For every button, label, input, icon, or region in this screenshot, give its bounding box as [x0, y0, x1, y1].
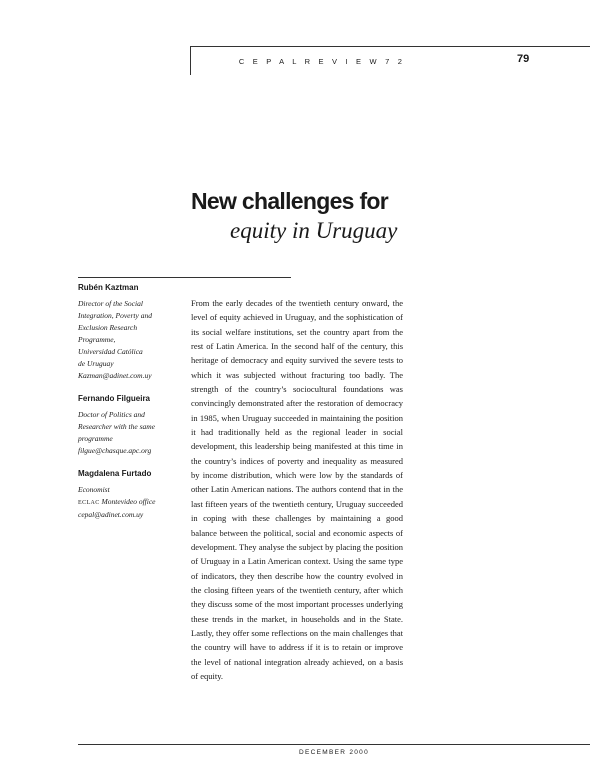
affiliation-line: Economist: [78, 485, 110, 494]
affiliation-line: Director of the Social: [78, 299, 143, 308]
abstract-text: From the early decades of the twentieth century onward, the level of equity achieved in Uruguay, and the sophistication of its social welfare institutions, set the country apart from the rest of Latin America. In the second half of the century, this heritage of democracy and equity survived the severe tests to which it was subjected without fracturing too badly. The strength of the country’s sociocultural foundations was convincingly demonstrated after the restoration of democracy in 1985, when Uruguay succeeded in maintaining the position it had traditionally held as the regional leader in social development, this leadership being manifested at this time in the country’s indices of poverty and inequality as measured by income distribution, which were low by the standards of other Latin American nations. The authors contend that in the last fifteen years of the twentieth century, Uruguay succeeded in coping with these challenges by maintaining a good balance between the political, social and economic aspects of development. They analyse the subject by placing the position of Uruguay in a Latin American context. Using the same type of indicators, they then describe how the country evolved in the closing fifteen years of the twentieth century, after which they discuss some of the most important processes underlying these trends in the market, in households and in the State. Lastly, they offer some reflections on the main challenges that the country will have to address if it is to retain or improve the level of national integration already achieved, on a basis of equity.: [191, 298, 403, 681]
affiliation-line: Programme,: [78, 335, 116, 344]
page-number: 79: [517, 53, 530, 65]
affiliation-line: Universidad Católica: [78, 347, 143, 356]
author-email: filgue@chasque.apc.org: [78, 446, 152, 455]
affiliation-line: Researcher with the same: [78, 422, 155, 431]
author-block: [78, 394, 182, 457]
affiliation-line: de Uruguay: [78, 359, 114, 368]
affiliation-line: Integration, Poverty and: [78, 311, 152, 320]
author-name: Fernando Filgueira: [78, 394, 151, 403]
author-email: Kazman@adinet.com.uy: [78, 371, 152, 380]
author-name: Magdalena Furtado: [78, 469, 152, 478]
org-abbreviation: ECLAC: [78, 500, 100, 506]
affiliation-line: [78, 496, 182, 509]
journal-name: C E P A L R E V I E W 7 2: [238, 57, 406, 66]
affiliation-line: programme: [78, 434, 113, 443]
title-line-2: equity in Uruguay: [230, 218, 398, 243]
header-rule: [190, 46, 590, 47]
footer-date: DECEMBER 2000: [298, 749, 369, 756]
author-name: Rubén Kaztman: [78, 283, 139, 292]
author-block: [78, 283, 182, 382]
author-email: cepal@adinet.com.uy: [78, 510, 144, 519]
author-block: [78, 469, 182, 521]
author-rule: [78, 277, 291, 278]
affiliation-line: Exclusion Research: [78, 323, 138, 332]
affiliation-line: Doctor of Politics and: [78, 410, 145, 419]
office-name: Montevideo office: [101, 497, 156, 506]
footer-rule: [78, 744, 590, 745]
title-line-1: New challenges for: [191, 188, 389, 214]
